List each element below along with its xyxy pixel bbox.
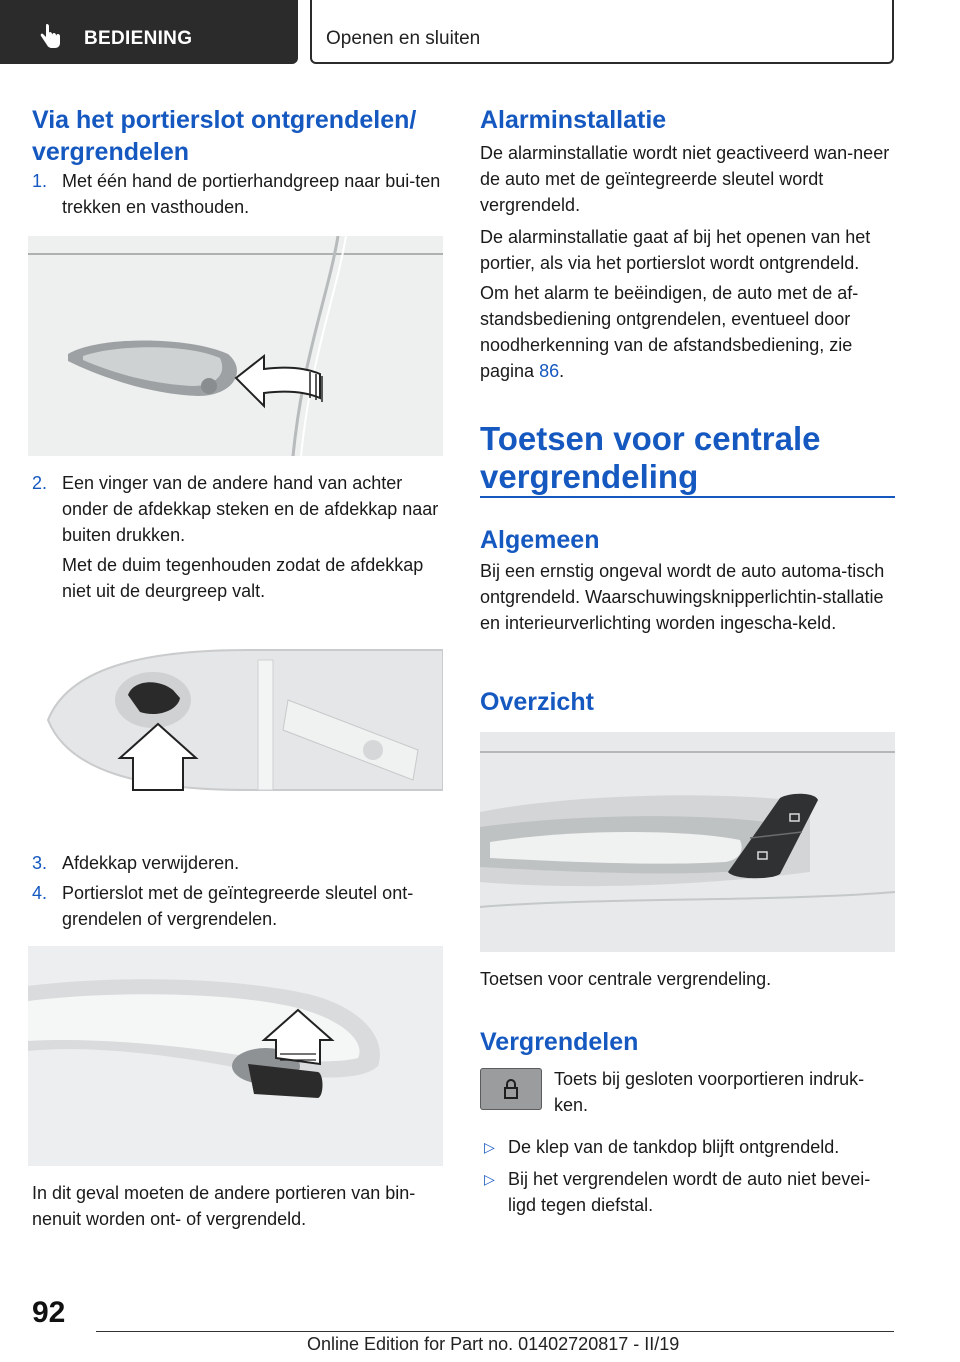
alarm-paragraph-3-text: Om het alarm te beëindigen, de auto met de af-standsbediening ontgrendelen, eventueel door noodherkenning van de afstandsbediening, zie pagina <box>480 283 859 381</box>
section-heading-door-lock: Via het portierslot ontgrendelen/ vergrendelen <box>32 106 417 166</box>
general-paragraph: Bij een ernstig ongeval wordt de auto automa-tisch ontgrendeld. Waarschuwingsknipperlichtin-stallatie en interieurverlichting worden ingescha-keld. <box>480 561 885 633</box>
door-handle-pull-illustration <box>28 236 443 456</box>
hand-pointer-icon <box>38 24 62 50</box>
section-heading-general: Algemeen <box>480 526 600 554</box>
page-reference-link[interactable]: 86 <box>539 361 560 381</box>
heading-underline <box>480 496 895 498</box>
alarm-paragraph-2: De alarminstallatie gaat af bij het openen van het portier, als via het portierslot wordt ontgrendeld. <box>480 227 871 273</box>
section-tab <box>0 0 298 64</box>
closing-paragraph: In dit geval moeten de andere portieren van bin-nenuit worden ont- of vergrendeld. <box>32 1183 416 1229</box>
bullet-item: De klep van de tankdop blijft ontgrendeld. <box>508 1137 840 1157</box>
page-number: 92 <box>32 1296 66 1329</box>
bullet-item: Bij het vergrendelen wordt de auto niet bevei-ligd tegen diefstal. <box>508 1169 871 1215</box>
footer-rule <box>96 1331 894 1332</box>
step-number: 3. <box>32 853 48 873</box>
bullet-marker: ▷ <box>484 1139 495 1155</box>
step-number: 4. <box>32 883 48 903</box>
bullet-marker: ▷ <box>484 1171 495 1187</box>
chapter-title: Openen en sluiten <box>326 28 481 49</box>
edition-note: Online Edition for Part no. 01402720817 - II/19 <box>307 1334 680 1354</box>
padlock-icon <box>480 1068 542 1110</box>
alarm-paragraph-3-end: . <box>559 361 565 381</box>
section-heading-lock: Vergrendelen <box>480 1028 639 1056</box>
step-number: 2. <box>32 473 48 493</box>
step-text: Met één hand de portierhandgreep naar bui-ten trekken en vasthouden. <box>62 171 441 217</box>
section-label: BEDIENING <box>84 28 193 49</box>
section-heading-alarm: Alarminstallatie <box>480 106 667 134</box>
step-text: Afdekkap verwijderen. <box>62 853 240 873</box>
lock-instruction: Toets bij gesloten voorportieren indruk-ken. <box>554 1069 865 1115</box>
central-locking-buttons-illustration <box>480 732 895 952</box>
lock-button-image <box>480 1068 542 1110</box>
step-text: Portierslot met de geïntegreerde sleutel ont-grendelen of vergrendelen. <box>62 883 414 929</box>
step-subtext: Met de duim tegenhouden zodat de afdekkap niet uit de deurgreep valt. <box>62 555 424 601</box>
chapter-heading-central-locking: Toetsen voor centrale vergrendeling <box>480 420 821 495</box>
key-in-lock-illustration <box>28 946 443 1166</box>
alarm-paragraph-1: De alarminstallatie wordt niet geactiveerd wan-neer de auto met de geïntegreerde sleutel wordt vergrendeld. <box>480 143 890 215</box>
section-heading-overview: Overzicht <box>480 688 594 716</box>
step-number: 1. <box>32 171 48 191</box>
chapter-title-box <box>310 0 894 64</box>
figure-caption: Toetsen voor centrale vergrendeling. <box>480 969 772 989</box>
step-text: Een vinger van de andere hand van achter onder de afdekkap steken en de afdekkap naar buiten drukken. <box>62 473 439 545</box>
cover-cap-push-illustration <box>28 640 443 798</box>
alarm-paragraph-3 <box>480 280 895 384</box>
